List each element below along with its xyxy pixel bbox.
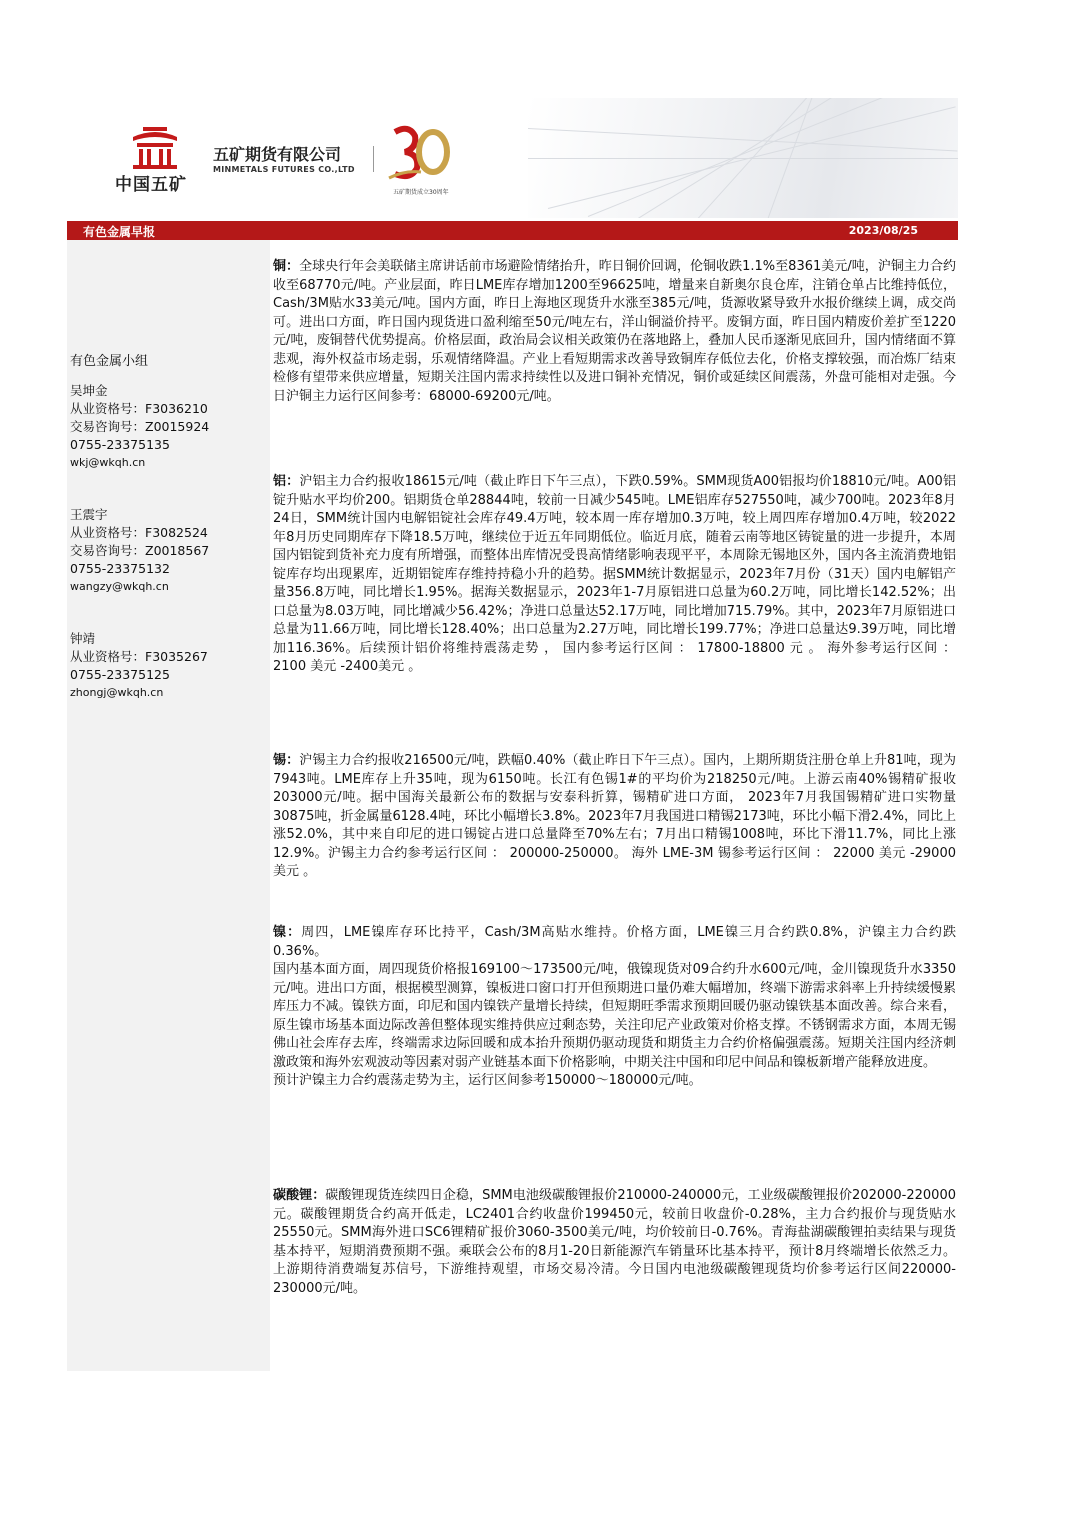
section-text: 沪锡主力合约报收216500元/吨，跌幅0.40%（截止昨日下午三点）。国内，上期所期货注册仓单上升81吨，现为7943吨。LME库存上升35吨，现为6150吨。长江有色锡1#的平均价为218250元/吨。上游云南40%锡精矿报收203000元/吨。据中国海关最新公布的数据与安泰科折算，锡精矿进口方面， 2023年7月我国锡精矿进口实物量30875吨，折金属量6128.4吨，环比小幅增长3.8%。2023年7月我国进口精锡2173吨，环比小幅下滑2.4%，同比上涨52.0%，其中来自印尼的进口锡锭占进口总量降至70%左右；7月出口精锡1008吨，环比下滑11.7%，同比上涨12.9%。沪锡主力合约参考运行区间 ： 200000-250000。 海外 LME-3M 锡参考运行区间 ： 22000 美元 -29000 美元 。 xyxy=(273,753,956,879)
analyst-contact xyxy=(70,382,209,472)
report-date: 2023/08/25 xyxy=(848,224,918,237)
company-name-en: MINMETALS FUTURES CO.,LTD xyxy=(213,165,355,174)
tin-section xyxy=(273,752,956,882)
advisory-number: 交易咨询号：Z0015924 xyxy=(70,419,210,434)
analyst-contact xyxy=(70,506,209,596)
license-number: 从业资格号：F3082524 xyxy=(70,525,208,540)
nickel-section xyxy=(273,924,956,1091)
section-label: 铝： xyxy=(273,474,300,489)
section-paragraph: 预计沪镍主力合约震荡走势为主，运行区间参考150000～180000元/吨。 xyxy=(273,1073,702,1088)
analyst-contact xyxy=(70,630,208,702)
report-header xyxy=(67,98,958,218)
advisory-number: 交易咨询号：Z0018567 xyxy=(70,543,210,558)
license-number: 从业资格号：F3035267 xyxy=(70,649,208,664)
section-label: 锡： xyxy=(273,753,300,768)
section-label: 铜： xyxy=(273,259,300,274)
copper-section xyxy=(273,258,956,406)
section-text: 全球央行年会美联储主席讲话前市场避险情绪抬升，昨日铜价回调，伦铜收跌1.1%至8361美元/吨，沪铜主力合约收至68770元/吨。产业层面，昨日LME库存增加1200至96625吨，增量来自新奥尔良仓库，注销仓单占比维持低位，Cash/3M贴水33美元/吨。国内方面，昨日上海地区现货升水涨至385元/吨，货源收紧导致升水报价继续上调，成交尚可。进出口方面，昨日国内现货进口盈利缩至50元/吨左右，洋山铜溢价持平。废铜方面，昨日国内精废价差扩至1220元/吨，废铜替代优势提高。价格层面，政治局会议相关政策仍在落地路上，叠加人民币逐渐见底回升，国内情绪面不算悲观，海外权益市场走弱，乐观情绪降温。产业上看短期需求改善导致铜库存低位去化，价格支撑较强，而冶炼厂结束检修有望带来供应增量，短期关注国内需求持续性以及进口铜补充情况，铜价或延续区间震荡，外盘可能相对走强。今日沪铜主力运行区间参考：68000-69200元/吨。 xyxy=(273,259,956,404)
logo-text: 中国五矿 xyxy=(115,175,187,195)
email-link[interactable]: zhongj@wkqh.cn xyxy=(70,686,164,699)
report-banner xyxy=(67,221,958,240)
building-background-graphic xyxy=(528,98,958,218)
email-link[interactable]: wangzy@wkqh.cn xyxy=(70,580,169,593)
license-number: 从业资格号：F3036210 xyxy=(70,401,208,416)
phone-number: 0755-23375125 xyxy=(70,667,170,682)
30th-anniversary-logo-icon xyxy=(385,120,457,200)
analyst-name: 王震宇 xyxy=(70,507,108,522)
email-link[interactable]: wkj@wkqh.cn xyxy=(70,456,146,469)
analyst-name: 钟靖 xyxy=(70,631,96,646)
company-name-cn: 五矿期货有限公司 xyxy=(213,145,342,164)
anniversary-text: 五矿期货成立30周年 xyxy=(393,189,449,196)
analyst-name: 吴坤金 xyxy=(70,383,108,398)
report-title: 有色金属早报 xyxy=(83,225,156,239)
section-paragraph: 国内基本面方面，周四现货价格报169100～173500元/吨，俄镍现货对09合约升水600元/吨，金川镍现货升水3350元/吨。进出口方面，根据模型测算，镍板进口窗口打开但预期进口量仍难大幅增加，终端下游需求斜率上升持续缓慢累库压力不减。镍铁方面，印尼和国内镍铁产量增长持续，但短期旺季需求预期回暖仍驱动镍铁基本面改善。综合来看，原生镍市场基本面边际改善但整体现实维持供应过剩态势，关注印尼产业政策对价格支撑。不锈钢需求方面，本周无锡佛山社会库存去库，终端需求边际回暖和成本抬升预期仍驱动现货和期货主力合约价格偏强震荡。短期关注国内经济刺激政策和海外宏观波动等因素对弱产业链基本面下价格影响，中期关注中国和印尼中间品和镍板新增产能释放进度。 xyxy=(273,962,956,1070)
header-divider xyxy=(373,146,374,172)
phone-number: 0755-23375135 xyxy=(70,437,170,452)
section-label: 镍： xyxy=(273,925,302,940)
team-title: 有色金属小组 xyxy=(70,354,149,369)
section-label: 碳酸锂： xyxy=(273,1188,326,1203)
aluminum-section xyxy=(273,473,956,677)
phone-number: 0755-23375132 xyxy=(70,561,170,576)
lithium-carbonate-section xyxy=(273,1187,956,1298)
section-text: 碳酸锂现货连续四日企稳，SMM电池级碳酸锂报价210000-240000元，工业级碳酸锂报价202000-220000元。碳酸锂期货合约高开低走，LC2401合约收盘价199450元，较前日收盘价-0.28%，主力合约报价与现货贴水25550元。SMM海外进口SC6锂精矿报价3060-3500美元/吨，均价较前日-0.76%。青海盐湖碳酸锂拍卖结果与现货基本持平，短期消费预期不强。乘联会公布的8月1-20日新能源汽车销量环比基本持平，预计8月终端增长依然乏力。上游期待消费端复苏信号，下游维持观望，市场交易冷清。今日国内电池级碳酸锂现货均价参考运行区间220000-230000元/吨。 xyxy=(273,1188,956,1296)
section-text: 沪铝主力合约报收18615元/吨（截止昨日下午三点），下跌0.59%。SMM现货A00铝报均价18810元/吨。A00铝锭升贴水平均价200。铝期货仓单28844吨，较前一日减少545吨。LME铝库存527550吨，减少700吨。2023年8月24日，SMM统计国内电解铝锭社会库存49.4万吨，较本周一库存增加0.3万吨，较上周四库存增加0.4万吨，较2022年8月历史同期库存下降18.5万吨，继续位于近五年同期低位。临近月底，随着云南等地区铸锭量的进一步提升，本周国内铝锭到货补充力度有所增强，而整体出库情况受畏高情绪影响表现平平，本周除无锡地区外，国内各主流消费地铝锭库存均出现累库，近期铝锭库存维持持稳小升的趋势。据SMM统计数据显示，2023年7月份（31天）国内电解铝产量356.8万吨，同比增长1.95%。据海关数据显示，2023年1-7月原铝进口总量为60.2万吨，同比增长142.52%；出口总量为8.03万吨，同比增减少56.42%；净进口总量达52.17万吨，同比增加715.79%。其中，2023年7月原铝进口总量为11.66万吨，同比增长128.40%；出口总量为2.27万吨，同比增长199.77%；净进口总量达9.39万吨，同比增加116.36%。后续预计铝价将维持震荡走势 ， 国内参考运行区间 ： 17800-18800 元 。 海外参考运行区间 ： 2100 美元 -2400美元 。 xyxy=(273,474,956,674)
section-text: 周四，LME镍库存环比持平，Cash/3M高贴水维持。价格方面，LME镍三月合约跌0.8%，沪镍主力合约跌0.36%。 xyxy=(273,925,956,959)
